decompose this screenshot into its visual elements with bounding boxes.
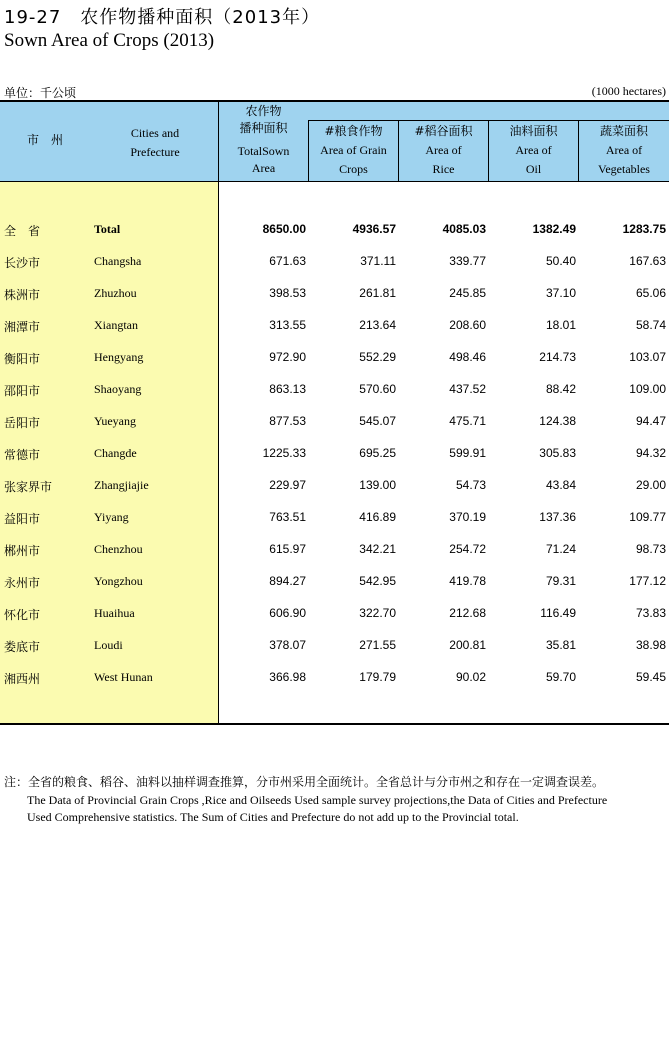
cell-value: 1283.75	[622, 222, 666, 236]
table-row	[0, 542, 669, 562]
cell-value: 419.78	[449, 574, 486, 588]
cell-value: 137.36	[539, 510, 576, 524]
cell-value: 545.07	[359, 414, 396, 428]
page-title-en: Sown Area of Crops (2013)	[4, 30, 215, 51]
table-row	[0, 222, 669, 242]
cell-value: 313.55	[269, 318, 306, 332]
header-rice-cn: #稻谷面积	[414, 124, 473, 138]
cell-value: 371.11	[360, 254, 396, 268]
region-name-cn: 邵阳市	[4, 384, 41, 398]
header-veg-cn: 蔬菜面积	[599, 124, 648, 138]
cell-value: 94.32	[635, 446, 666, 460]
table-bottom-rule	[0, 723, 669, 725]
header-total-cn-line1: 农作物	[245, 104, 282, 118]
cell-value: 606.90	[269, 606, 306, 620]
unit-label-cn: 单位：千公顷	[4, 86, 77, 100]
cell-value: 38.98	[635, 638, 666, 652]
header-total-cn-line2: 播种面积	[239, 121, 288, 135]
header-subrule	[308, 120, 669, 121]
header-bottom-rule	[0, 181, 669, 182]
cell-value: 599.91	[449, 446, 486, 460]
cell-value: 695.25	[359, 446, 396, 460]
region-name-cn: 怀化市	[4, 608, 41, 622]
table-row	[0, 638, 669, 658]
cell-value: 1382.49	[532, 222, 576, 236]
table-row	[0, 606, 669, 626]
region-name-en: Loudi	[94, 638, 123, 652]
cell-value: 43.84	[545, 478, 576, 492]
cell-value: 124.38	[539, 414, 576, 428]
column-divider	[218, 102, 219, 723]
cell-value: 339.77	[449, 254, 486, 268]
cell-value: 103.07	[629, 350, 666, 364]
table-row	[0, 350, 669, 370]
header-rice-en-line1: Area of	[425, 143, 462, 157]
table-row	[0, 286, 669, 306]
cell-value: 177.12	[629, 574, 666, 588]
cell-value: 58.74	[635, 318, 666, 332]
region-name-en: Yueyang	[94, 414, 136, 428]
cell-value: 416.89	[359, 510, 396, 524]
table-row	[0, 670, 669, 690]
header-veg-en-line2: Vegetables	[598, 162, 650, 176]
cell-value: 366.98	[269, 670, 306, 684]
region-name-en: Shaoyang	[94, 382, 142, 396]
cell-value: 570.60	[359, 382, 396, 396]
region-name-en: Changde	[94, 446, 137, 460]
region-name-cn: 永州市	[4, 576, 41, 590]
region-name-en: Huaihua	[94, 606, 135, 620]
region-name-cn: 张家界市	[4, 480, 53, 494]
region-name-cn: 岳阳市	[4, 416, 41, 430]
cell-value: 88.42	[545, 382, 576, 396]
region-name-en: Chenzhou	[94, 542, 143, 556]
cell-value: 37.10	[545, 286, 576, 300]
cell-value: 139.00	[359, 478, 396, 492]
region-name-cn: 全 省	[4, 224, 41, 238]
cell-value: 229.97	[269, 478, 306, 492]
footnote-en-line2: Used Comprehensive statistics. The Sum of Cities and Prefecture do not add up to the Provincial total.	[27, 810, 519, 824]
cell-value: 54.73	[455, 478, 486, 492]
header-rice-en-line2: Rice	[432, 162, 455, 176]
cell-value: 18.01	[545, 318, 576, 332]
cell-value: 35.81	[545, 638, 576, 652]
table-row	[0, 446, 669, 466]
region-name-en: Changsha	[94, 254, 142, 268]
table-row	[0, 574, 669, 594]
region-name-en: Zhangjiajie	[94, 478, 149, 492]
cell-value: 498.46	[449, 350, 486, 364]
page-title-cn: 19-27 农作物播种面积（2013年）	[4, 7, 321, 28]
header-veg-en-line1: Area of	[605, 143, 643, 157]
cell-value: 116.49	[540, 606, 576, 620]
region-name-en: Xiangtan	[94, 318, 138, 332]
cell-value: 378.07	[269, 638, 306, 652]
cell-value: 79.31	[545, 574, 576, 588]
cell-value: 972.90	[269, 350, 306, 364]
cell-value: 254.72	[449, 542, 486, 556]
cell-value: 322.70	[359, 606, 396, 620]
unit-label-en: (1000 hectares)	[591, 84, 666, 98]
cell-value: 90.02	[455, 670, 486, 684]
cell-value: 208.60	[449, 318, 486, 332]
header-oil-cn: 油料面积	[509, 124, 558, 138]
header-oil	[489, 122, 578, 179]
cell-value: 877.53	[269, 414, 306, 428]
region-name-cn: 娄底市	[4, 640, 41, 654]
cell-value: 863.13	[269, 382, 306, 396]
region-name-cn: 郴州市	[4, 544, 41, 558]
cell-value: 370.19	[449, 510, 486, 524]
cell-value: 8650.00	[262, 222, 306, 236]
cell-value: 552.29	[359, 350, 396, 364]
region-name-en: Yongzhou	[94, 574, 143, 588]
region-name-cn: 湘潭市	[4, 320, 41, 334]
region-name-cn: 长沙市	[4, 256, 41, 270]
region-name-en: Total	[94, 222, 121, 236]
cell-value: 109.77	[629, 510, 666, 524]
cell-value: 167.63	[629, 254, 666, 268]
table-row	[0, 478, 669, 498]
header-grain-crops	[309, 122, 398, 179]
footnote-en-line1: The Data of Provincial Grain Crops ,Rice and Oilseeds Used sample survey projections,the Data of Cities and Prefecture	[27, 793, 608, 807]
region-name-en: Yiyang	[94, 510, 129, 524]
table-row	[0, 414, 669, 434]
header-vegetables	[579, 122, 669, 179]
region-name-cn: 衡阳市	[4, 352, 41, 366]
cell-value: 59.45	[635, 670, 666, 684]
cell-value: 398.53	[269, 286, 306, 300]
cell-value: 94.47	[635, 414, 666, 428]
footnote-cn: 注：全省的粮食、稻谷、油料以抽样调查推算，分市州采用全面统计。全省总计与分市州之和存在一定调查误差。	[4, 775, 605, 789]
header-city-en-line2: Prefecture	[130, 145, 180, 159]
cell-value: 98.73	[635, 542, 666, 556]
cell-value: 65.06	[635, 286, 666, 300]
header-total-en-line1: TotalSown	[237, 144, 290, 158]
region-name-cn: 株洲市	[4, 288, 41, 302]
cell-value: 50.40	[545, 254, 576, 268]
cell-value: 179.79	[359, 670, 396, 684]
header-grain-en-line2: Crops	[339, 162, 368, 176]
region-name-en: Hengyang	[94, 350, 144, 364]
header-grain-en-line1: Area of Grain	[320, 143, 387, 157]
cell-value: 59.70	[545, 670, 576, 684]
cell-value: 261.81	[359, 286, 396, 300]
header-city-cn: 市 州	[26, 133, 63, 147]
cell-value: 212.68	[449, 606, 486, 620]
cell-value: 1225.33	[262, 446, 306, 460]
cell-value: 305.83	[539, 446, 576, 460]
header-rice	[399, 122, 488, 179]
cell-value: 437.52	[449, 382, 486, 396]
region-name-en: Zhuzhou	[94, 286, 137, 300]
cell-value: 271.55	[359, 638, 396, 652]
cell-value: 615.97	[269, 542, 306, 556]
header-city-en	[95, 124, 215, 162]
cell-value: 475.71	[449, 414, 486, 428]
cell-value: 213.64	[359, 318, 396, 332]
cell-value: 29.00	[635, 478, 666, 492]
header-oil-en-line1: Area of	[515, 143, 552, 157]
table-row	[0, 318, 669, 338]
cell-value: 763.51	[269, 510, 306, 524]
cell-value: 894.27	[269, 574, 306, 588]
header-total-en-line2: Area	[251, 161, 276, 175]
cell-value: 109.00	[629, 382, 666, 396]
header-grain-cn: #粮食作物	[324, 124, 383, 138]
table-top-rule	[0, 100, 669, 102]
cell-value: 342.21	[359, 542, 396, 556]
region-name-cn: 常德市	[4, 448, 41, 462]
cell-value: 542.95	[359, 574, 396, 588]
table-row	[0, 510, 669, 530]
region-name-cn: 湘西州	[4, 672, 41, 686]
header-oil-en-line2: Oil	[525, 162, 542, 176]
cell-value: 245.85	[449, 286, 486, 300]
cell-value: 214.73	[539, 350, 576, 364]
cell-value: 71.24	[545, 542, 576, 556]
cell-value: 73.83	[635, 606, 666, 620]
cell-value: 200.81	[449, 638, 486, 652]
header-city-en-line1: Cities and	[130, 126, 180, 140]
cell-value: 671.63	[269, 254, 306, 268]
table-row	[0, 382, 669, 402]
header-total-sown-area	[219, 103, 308, 177]
table-row	[0, 254, 669, 274]
region-name-cn: 益阳市	[4, 512, 41, 526]
cell-value: 4085.03	[442, 222, 486, 236]
region-name-en: West Hunan	[94, 670, 153, 684]
cell-value: 4936.57	[352, 222, 396, 236]
